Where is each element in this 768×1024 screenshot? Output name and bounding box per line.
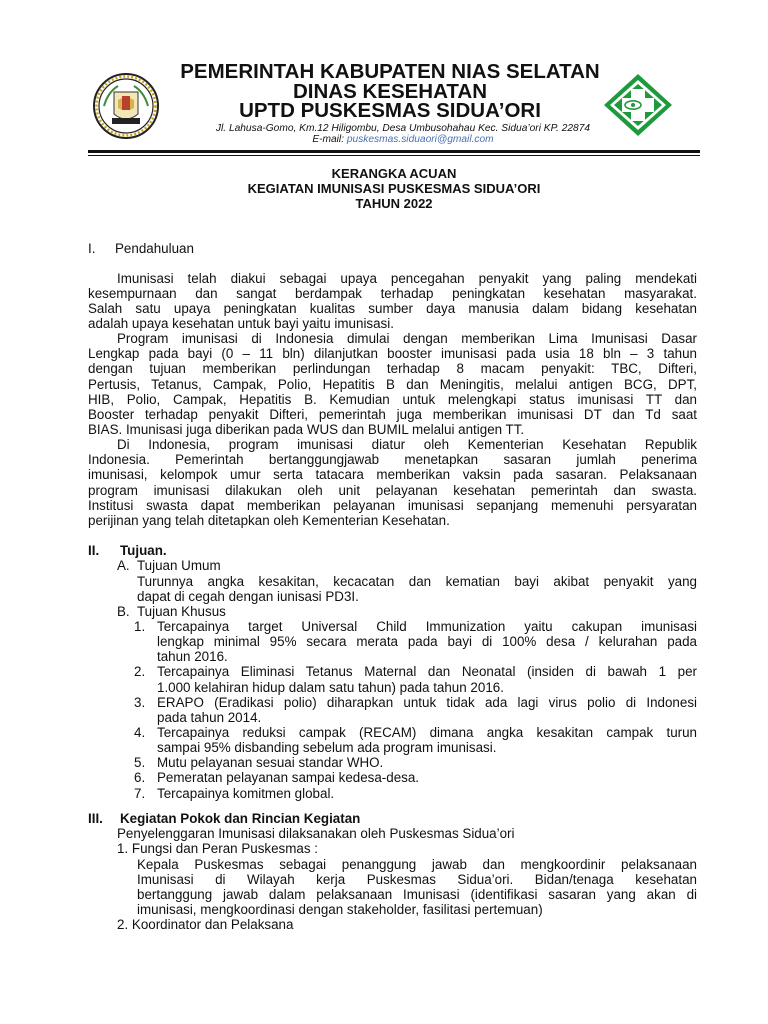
section1-heading: Pendahuluan (115, 241, 194, 256)
goal-line: Mutu pelayanan sesuai standar WHO. (157, 755, 384, 770)
goal-line: 1.000 kelahiran hidup dalam satu tahun) pada tahun 2016. (157, 680, 504, 695)
doc-title-line2: KEGIATAN IMUNISASI PUSKESMAS SIDUA’ORI (247, 181, 541, 196)
goal-number: 2. (134, 664, 146, 679)
goal-number: 3. (134, 695, 146, 710)
header-title-government: PEMERINTAH KABUPATEN NIAS SELATAN (180, 60, 600, 83)
section1-number: I. (88, 241, 96, 256)
section1-line: Booster terhadap penyakit Difteri, pemerintah juga memberikan imunisasi DT dan Td saat (88, 407, 697, 422)
goal-line: Tercapainya target Universal Child Immunization yaitu cakupan imunisasi (157, 619, 697, 634)
section1-line: BIAS. Imunisasi juga diberikan pada WUS dan BUMIL melalui antigen TT. (88, 422, 525, 437)
header-rule-thick (88, 150, 700, 153)
goal-line: Tercapainya Eliminasi Tetanus Maternal dan Neonatal (insiden di bawah 1 per (157, 664, 697, 679)
goal-number: 1. (134, 619, 146, 634)
puskesmas-cross-icon (602, 72, 674, 138)
regency-seal-icon (92, 72, 160, 140)
section1-line: HIB, Polio, Campak, Hepatitis B. Kemudian untuk melengkapi status imunisasi TT dan (88, 392, 697, 407)
email-link[interactable]: puskesmas.siduaori@gmail.com (346, 134, 494, 145)
header-rule-thin (88, 155, 700, 156)
section1-line: Lengkap pada bayi (0 – 11 bln) dilanjutkan booster imunisasi pada usia 18 bln – 3 tahun (88, 346, 697, 361)
section2-a-title: Tujuan Umum (137, 558, 221, 573)
goal-line: Tercapainya komitmen global. (157, 786, 335, 801)
goal-line: pada tahun 2014. (157, 710, 262, 725)
header-title-agency: DINAS KESEHATAN (293, 80, 487, 103)
section3-number: III. (88, 811, 103, 826)
section3-sub1-line: Kepala Puskesmas sebagai penanggung jawab dan mengkoordinir pelaksanaan (137, 857, 697, 872)
doc-title-line3: TAHUN 2022 (355, 196, 433, 211)
section2-a-line: dapat di cegah dengan iunisasi PD3I. (137, 589, 359, 604)
goal-line: Tercapainya reduksi campak (RECAM) dimana angka kesakitan campak turun (157, 725, 697, 740)
goal-number: 4. (134, 725, 146, 740)
section1-line: Indonesia. Pemerintah bertanggungjawab menetapkan sasaran jumlah penerima (88, 452, 697, 467)
section2-b-label: B. (117, 604, 130, 619)
section1-line: Institusi swasta dapat memberikan pelayanan imunisasi sepanjang memenuhi persyaratan (88, 498, 697, 513)
section2-b-title: Tujuan Khusus (137, 604, 226, 619)
section3-sub1-line: bertanggung jawab dalam pelaksanaan Imunisasi (identifikasi sasaran yang akan di (137, 887, 697, 902)
section2-a-line: Turunnya angka kesakitan, kecacatan dan kematian bayi akibat penyakit yang (137, 574, 697, 589)
goal-line: tahun 2016. (157, 649, 228, 664)
goal-line: lengkap minimal 95% secara merata pada bayi di 100% desa / kelurahan pada (157, 634, 697, 649)
section3-intro: Penyelenggaran Imunisasi dilaksanakan oleh Puskesmas Sidua’ori (117, 826, 515, 841)
section1-line: kesempurnaan dan sangat berdampak terhadap peningkatan kesehatan masyarakat. (88, 286, 697, 301)
goal-number: 7. (134, 786, 146, 801)
section3-heading: Kegiatan Pokok dan Rincian Kegiatan (120, 811, 361, 826)
section1-line: imunisasi, kelompok umur serta tatacara memberikan vaksin pada sasaran. Pelaksanaan (88, 467, 697, 482)
header-address: Jl. Lahusa-Gomo, Km.12 Hiligombu, Desa Umbusohahau Kec. Sidua’ori KP. 22874 (215, 123, 591, 134)
email-label: E-mail: (312, 134, 347, 145)
section1-line: adalah upaya kesehatan untuk bayi yaitu imunisasi. (88, 316, 394, 331)
section3-sub2-title: 2. Koordinator dan Pelaksana (117, 917, 294, 932)
header-title-puskesmas: UPTD PUSKESMAS SIDUA’ORI (239, 99, 541, 122)
section1-line: Salah satu upaya peningkatan kualitas sumber daya manusia dalam bidang kesehatan (88, 301, 697, 316)
section1-line: Di Indonesia, program imunisasi diatur oleh Kementerian Kesehatan Republik (117, 437, 697, 452)
doc-title-line1: KERANGKA ACUAN (331, 166, 457, 181)
section2-heading: Tujuan. (120, 543, 167, 558)
section1-line: Program imunisasi di Indonesia dimulai dengan memberikan Lima Imunisasi Dasar (117, 331, 697, 346)
section2-number: II. (88, 543, 100, 558)
goal-line: Pemeratan pelayanan sampai kedesa-desa. (157, 770, 420, 785)
section3-sub1-title: 1. Fungsi dan Peran Puskesmas : (117, 841, 318, 856)
section2-a-label: A. (117, 558, 130, 573)
section1-line: program imunisasi dilakukan oleh unit pelayanan kesehatan pemerintah dan swasta. (88, 483, 697, 498)
section1-line: perijinan yang telah ditetapkan oleh Kementerian Kesehatan. (88, 513, 450, 528)
section1-line: Pertusis, Tetanus, Campak, Polio, Hepatitis B dan Meningitis, melalui antigen BCG, DPT, (88, 377, 697, 392)
goal-number: 6. (134, 770, 146, 785)
header-email-line (188, 134, 618, 146)
goal-line: ERAPO (Eradikasi polio) diharapkan untuk tidak ada lagi virus polio di Indonesi (157, 695, 697, 710)
goal-line: sampai 95% disbanding sebelum ada program imunisasi. (157, 740, 497, 755)
section3-sub1-line: Imunisasi di Wilayah kerja Puskesmas Sidua’ori. Bidan/tenaga kesehatan (137, 872, 697, 887)
section3-sub1-line: imunisasi, mengkoordinasi dengan stakeholder, fasilitasi pertemuan) (137, 902, 543, 917)
section1-line: dengan tujuan memberikan perlindungan terhadap 8 macam penyakit: TBC, Difteri, (88, 361, 697, 376)
goal-number: 5. (134, 755, 146, 770)
section1-line: Imunisasi telah diakui sebagai upaya pencegahan penyakit yang paling mendekati (117, 271, 697, 286)
